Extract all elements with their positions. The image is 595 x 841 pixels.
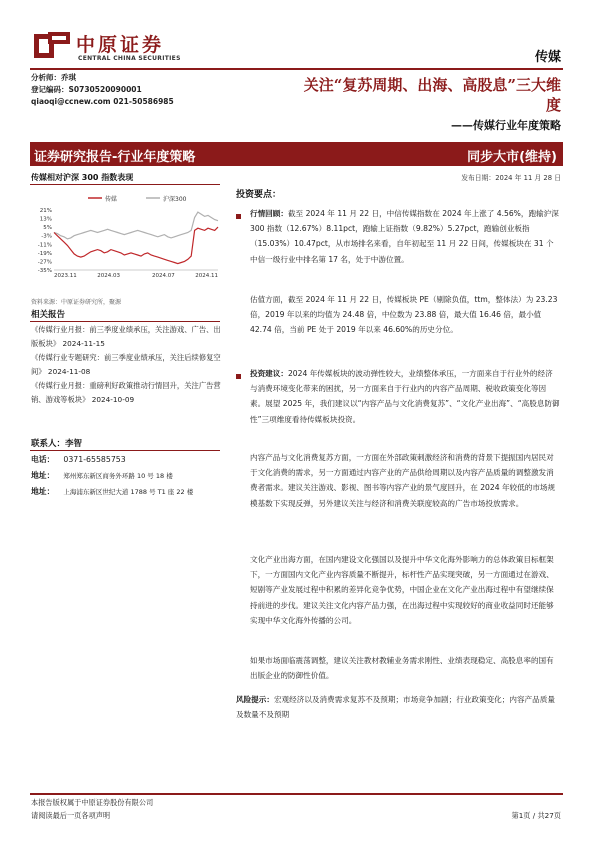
- series-line: [54, 227, 218, 264]
- advice-label: 投资建议：: [250, 369, 288, 378]
- chart-title-rule: [30, 184, 220, 185]
- contact-person: 联系人：李智: [31, 439, 83, 449]
- analyst-reg: 登记编码：S0730520090001: [31, 85, 142, 94]
- phone-label: 电话：: [31, 455, 55, 464]
- series-line: [54, 212, 218, 239]
- overseas-paragraph: 文化产业出海方面，在国内建设文化强国以及提升中华文化海外影响力的总体政策目标框架下，一方面国内文化产业内容质量不断提升，标杆性产品实现突破，另一方面通过在游戏、短剧等产业发展过程中积累的差异化竞争优势，中国企业在文化产业出海过程中有望继续保持前进的步伐。建议关注文化内容产品力强，在出海过程中实现较好的商业收益同时还能够实现中华文化海外传播的公司。: [250, 555, 554, 625]
- legend-label: 传媒: [105, 196, 118, 203]
- defensive-paragraph: 如果市场面临震荡调整，建议关注教材教辅业务需求刚性、业绩表现稳定、高股息率的国有出版企业的防御性价值。: [250, 656, 554, 681]
- related-rule: [30, 321, 220, 322]
- contact-rule: [30, 450, 220, 451]
- advice-text: 2024 年传媒板块的波动弹性较大，业绩整体承压，一方面来自于行业外的经济与消费环境变化带来的困扰，另一方面来自于行业内的内容产品周期、税收政策变化等因素。展望 2025 年，我们建议以“内容产品与文化消费复苏”、“文化产业出海”、“高股息防御性”三项维度看待传媒板块投资。: [250, 369, 560, 424]
- legend-label: 沪深300: [163, 196, 187, 203]
- report-type: 证券研究报告-行业年度策略: [34, 150, 196, 165]
- report-subtitle: ——传媒行业年度策略: [451, 119, 561, 132]
- address-value: 郑州郑东新区商务外环路 10 号 18 楼: [63, 472, 173, 480]
- contact-address-row: [31, 470, 173, 481]
- y-tick-label: 21%: [39, 208, 52, 214]
- bullet-icon: [236, 214, 241, 219]
- related-report-item[interactable]: [31, 323, 225, 350]
- logo: [32, 30, 72, 62]
- market-review-label: 行情回顾：: [250, 209, 288, 218]
- footer-rule: [30, 793, 563, 795]
- footer-disclaimer-note: 请阅读最后一页各项声明: [31, 811, 111, 820]
- publish-date: 发布日期：2024 年 11 月 28 日: [461, 174, 561, 182]
- risk-warning: [236, 692, 560, 722]
- risk-text: 宏观经济以及消费需求复苏不及预期；市场竞争加剧；行业政策变化；内容产品质量及数量不及预期: [236, 695, 555, 720]
- related-report-date: 2024-10-09: [91, 394, 135, 404]
- y-tick-label: -3%: [41, 233, 52, 240]
- x-tick-label: 2024.07: [151, 273, 175, 279]
- related-list: [31, 323, 225, 406]
- phone-value: 0371-65585753: [63, 455, 126, 464]
- page-number: 第1页 / 共27页: [511, 811, 561, 820]
- risk-label: 风险提示：: [236, 695, 274, 704]
- logo-name-en: CENTRAL CHINA SECURITIES: [78, 55, 181, 62]
- related-report-title: 《传媒行业月报：重磅利好政策推动行情回升，关注广告营销、游戏等板块》: [31, 381, 221, 404]
- footer-copyright: 本报告版权属于中原证券股份有限公司: [31, 798, 154, 807]
- related-report-item[interactable]: [31, 351, 225, 378]
- analyst-contact: qiaoqi@ccnew.com 021-50586985: [31, 97, 174, 106]
- y-tick-label: -35%: [37, 268, 52, 274]
- address-label: 地址：: [31, 471, 55, 480]
- bullet-icon: [236, 374, 241, 379]
- contact-address-row: [31, 486, 193, 497]
- report-title-line1: 关注“复苏周期、出海、高股息”三大维: [303, 76, 561, 94]
- report-type-banner: [30, 142, 563, 166]
- analyst-name: 分析师：乔琪: [31, 73, 76, 82]
- address-label: 地址：: [31, 487, 55, 496]
- y-tick-label: 5%: [43, 225, 52, 232]
- y-tick-label: 13%: [39, 216, 52, 223]
- y-tick-label: -27%: [37, 259, 52, 266]
- key-points-heading: 投资要点：: [236, 190, 282, 200]
- chart-source: 资料来源：中原证券研究所，聚源: [31, 299, 122, 306]
- logo-mark-icon: [32, 30, 72, 62]
- x-tick-label: 2023.11: [54, 273, 77, 279]
- y-tick-label: -19%: [37, 250, 52, 257]
- market-review: [250, 206, 560, 267]
- chart-title: 传媒相对沪深 300 指数表现: [31, 173, 134, 182]
- contact-phone-row: [31, 454, 126, 465]
- related-report-date: 2024-11-08: [47, 366, 91, 376]
- valuation-paragraph: 估值方面，截至 2024 年 11 月 22 日，传媒板块 PE（剔除负值，ttm，整体法）为 23.23 倍，2019 年以来的均值为 24.48 倍，中位数为 23.88 倍，最大值 16.46 倍，最小值 42.74 倍，当前 PE 处于 2019 年以来 46.60%的历史分位。: [250, 295, 558, 335]
- rating: 同步大市(维持): [467, 150, 557, 165]
- related-report-item[interactable]: [31, 379, 225, 406]
- address-value: 上海浦东新区世纪大道 1788 号 T1 座 22 楼: [63, 488, 194, 496]
- x-tick-label: 2024.03: [97, 273, 121, 279]
- header-rule: [30, 68, 563, 70]
- x-tick-label: 2024.11: [195, 273, 218, 279]
- related-report-title: 《传媒行业专题研究：前三季度业绩承压，关注后续修复空间》: [31, 353, 221, 376]
- investment-advice: [250, 366, 560, 427]
- relative-performance-chart: [30, 190, 222, 285]
- related-heading: 相关报告: [31, 310, 66, 320]
- related-report-title: 《传媒行业月报：前三季度业绩承压，关注游戏、广告、出版板块》: [31, 325, 221, 348]
- industry-label: 传媒: [534, 50, 561, 65]
- report-title-line2: 度: [545, 96, 561, 114]
- related-report-date: 2024-11-15: [62, 338, 105, 348]
- recovery-paragraph: 内容产品与文化消费复苏方面，一方面在外部政策刺激经济和消费的背景下提振国内居民对于文化消费的需求，另一方面通过内容产业的产品供给周期以及内容产品质量的调整激发消费者需求。建议关注游戏、影视、图书等内容产业的景气度回升，在 2024 年较低的市场规模基数下实现反弹，另外建议关注与经济和消费关联度较高的广告市场投放需求。: [250, 453, 556, 508]
- y-tick-label: -11%: [37, 242, 52, 249]
- market-review-text: 截至 2024 年 11 月 22 日，中信传媒指数在 2024 年上涨了 4.56%，跑输沪深 300 指数（12.67%）8.11pct，跑输上证指数（9.82%）5.27pct，跑输创业板指（15.03%）10.47pct，从市场排名来看，自年初起至 11 月 22 日间，传媒板块在 31 个中信一级行业中排名第 17 名，处于中游位置。: [250, 209, 559, 264]
- logo-name-cn: 中原证券: [76, 34, 165, 56]
